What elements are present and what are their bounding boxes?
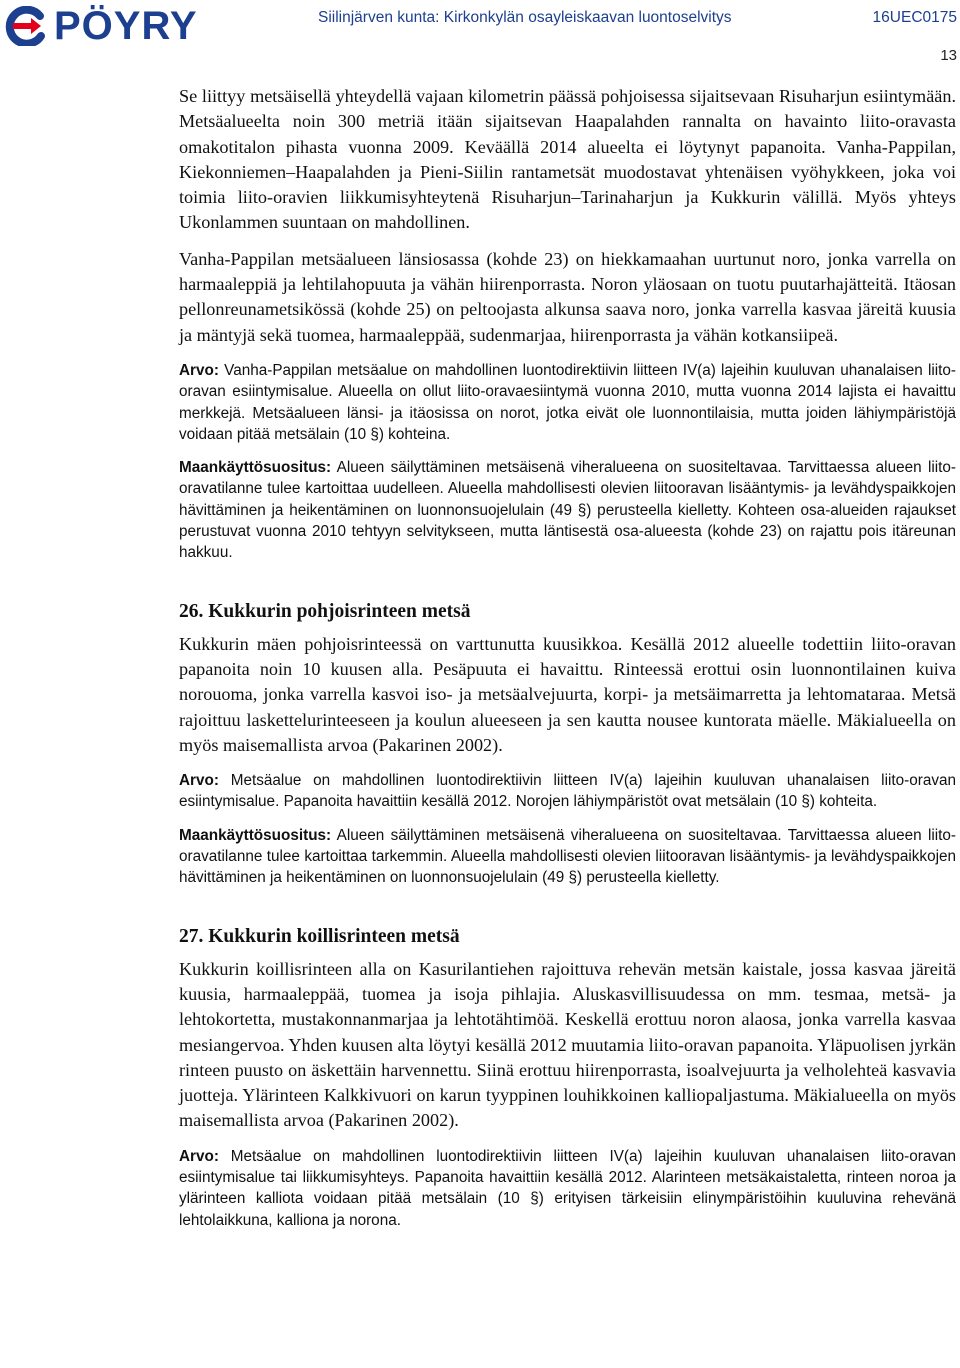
value-statement-25 [179, 360, 956, 445]
paragraph-vanha-pappila-1: Se liittyy metsäisellä yhteydellä vajaan kilometrin päässä pohjoisessa sijaitsevaan Risuharjun esiintymään. Metsäalueelta noin 300 metriä itään sijaitsevan Haapalahden rannalta on havainto liito-oravasta omakotitalon pihasta vuonna 2009. Keväällä 2014 alueelta ei löytynyt papanoita. Vanha-Pappilan, Kiekonniemen–Haapalahden ja Pieni-Siilin rantametsät muodostavat yhtenäisen vyöhykkeen, joka voi toimia liito-oravien liikkumisyhteytenä Risuharjun–Tarinaharjun ja Kukkurin välillä. Myös yhteys Ukonlammen suuntaan on mahdollinen. [179, 86, 956, 233]
section-heading-27: 27. Kukkurin koillisrinteen metsä [179, 925, 460, 947]
arvo-text: Metsäalue on mahdollinen luontodirektiivin liitteen IV(a) lajeihin kuuluvan uhanalaisen liito-oravan esiintymisalue. Papanoita havaittiin kesällä 2012. Norojen lähiympäristöt ovat metsälain (10 §) kohteita. [179, 772, 956, 811]
page-number: 13 [940, 47, 957, 64]
arvo-label: Arvo: [179, 361, 219, 379]
logo-text: PÖYRY [54, 4, 198, 48]
paragraph-kukkuri-north: Kukkurin mäen pohjoisrinteessä on varttunutta kuusikkoa. Kesällä 2012 alueelle todettiin liito-oravan papanoita noin 10 kuusen alla. Pesäpuuta ei havaittu. Rinteessä erottui osin luonnontilainen kuiva norouoma, jonka varrella kasvoi iso- ja metsäalvejuurta, korpi- ja metsäimarretta ja lehtomataraa. Metsä rajoittuu laskettelurinteeseen ja koulun alueeseen ja sen kautta nousee kuntorata mäelle. Mäkialueella on myös maisemallista arvoa (Pakarinen 2002). [179, 633, 956, 755]
arvo-text: Metsäalue on mahdollinen luontodirektiivin liitteen IV(a) lajeihin kuuluvan uhanalaisen liito-oravan esiintymisalue tai liikkumisyhteys. Papanoita havaittiin kesällä 2012. Alarinteen metsäkaistaletta, rinteen noroa ja ylärinteen kalliota voidaan pitää metsälain (10 §) erityisen tärkeisiin elinympäristöihin kuuluvina rehevänä lehtolaikkuna, kalliona ja norona. [179, 1147, 956, 1229]
suositus-label: Maankäyttösuositus: [179, 826, 332, 844]
company-logo [4, 6, 198, 46]
paragraph-kukkuri-northeast: Kukkurin koillisrinteen alla on Kasurilantiehen rajoittuva rehevän metsän kaistale, jossa kasvaa järeitä kuusia, harmaaleppää, tuomea ja isoja pihlajia. Aluskasvillisuudessa on mm. tesmaa, metsä- ja lehtokortetta, mustakonnanmarjaa ja lehtotähtimöä. Keskellä erottuu noron alaosa, jonka varrella kasvaa mesiangervoa. Yhden kuusen alta löytyi kesällä 2012 muutamia liito-oravan papanoita. Yläpuolisen jyrkän rinteen puusto on äskettäin harvennettu. Siinä erottuu hiirenporrasta, isoalvejuurta ja velholehteä kasvavia juotteja. Ylärinteen Kalkkivuori on karun tyyppinen louhikkoinen kalliopaljastuma. Mäkialueella on myös maisemallista arvoa (Pakarinen 2002). [179, 958, 956, 1131]
land-use-recommendation-25 [179, 457, 956, 563]
suositus-text: Alueen säilyttäminen metsäisenä viheralueena on suositeltavaa. Tarvittaessa alueen liito-oravatilanne tulee kartoittaa uudelleen. Alueella mahdollisesti olevien liitooravan lisääntymis- ja levähdyspaikkojen hävittäminen ja heikentäminen on luonnonsuojelulain (49 §) perusteella kielletty. Kohteen osa-alueiden rajaukset perustuvat vuonna 2010 tehtyyn selvitykseen, mutta läntisestä osa-alueesta (kohde 23) on rajattu pois itäreunan hakkuu. [179, 459, 956, 562]
value-statement-26 [179, 770, 956, 813]
document-title: Siilinjärven kunta: Kirkonkylän osayleiskaavan luontoselvitys [318, 9, 732, 26]
poyry-logo-icon [4, 6, 48, 46]
value-statement-27 [179, 1146, 956, 1231]
paragraph-vanha-pappila-2: Vanha-Pappilan metsäalueen länsiosassa (kohde 23) on hiekkamaahan uurtunut noro, jonka varrella on harmaaleppiä ja lehtilahopuuta ja vähän hiirenporrasta. Noron yläosaan on tuotu puutarhajätteitä. Itäosan pellonreunametsikössä (kohde 25) on peltoojasta alkunsa saava noro, jonka varrella kasvaa järeitä kuusia ja mäntyjä sekä tuomea, harmaaleppää, sudenmarjaa, hiirenporrasta ja vähän kotkansiipeä. [179, 248, 956, 345]
page-content [179, 84, 956, 1231]
suositus-text: Alueen säilyttäminen metsäisenä viheralueena on suositeltavaa. Tarvittaessa alueen liito-oravatilanne tulee kartoittaa tarkemmin. Alueella mahdollisesti olevien liitooravan lisääntymis- ja levähdyspaikkojen hävittäminen ja heikentäminen on luonnonsuojelulain (49 §) perusteella kielletty. [179, 826, 956, 887]
page-header [0, 0, 960, 64]
land-use-recommendation-26 [179, 825, 956, 889]
arvo-label: Arvo: [179, 772, 219, 790]
suositus-label: Maankäyttösuositus: [179, 459, 332, 477]
project-code: 16UEC0175 [872, 9, 957, 26]
section-heading-26: 26. Kukkurin pohjoisrinteen metsä [179, 600, 471, 622]
arvo-text: Vanha-Pappilan metsäalue on mahdollinen luontodirektiivin liitteen IV(a) lajeihin kuuluvan uhanalaisen liito-oravan esiintymisalue. Alueella on ollut liito-oravaesiintymä vuonna 2010, mutta vuonna 2014 lajista ei havaittu merkkejä. Metsäalueen länsi- ja itäosissa on norot, jotka eivät ole luonnontilaisia, mutta joiden lähiympäristöjä voidaan pitää metsälain (10 §) kohteina. [179, 361, 956, 443]
arvo-label: Arvo: [179, 1147, 219, 1165]
